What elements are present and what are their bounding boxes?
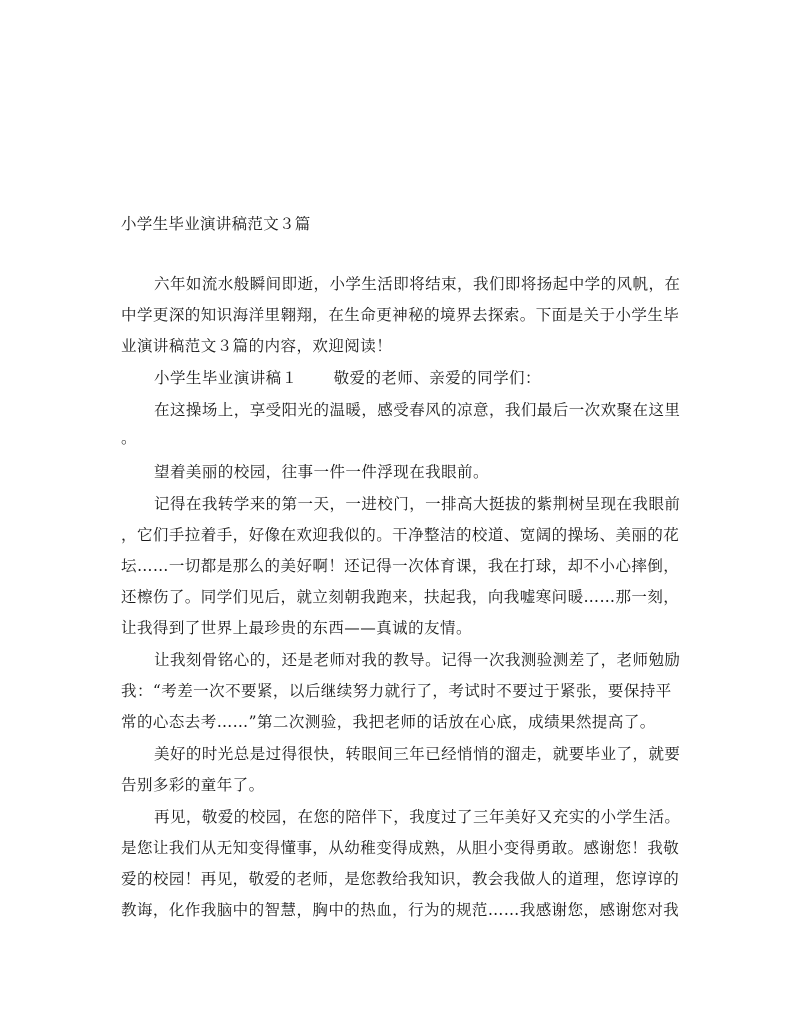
- paragraph-line: 爱的校园！再见，敬爱的老师，是您教给我知识，教会我做人的道理，您谆谆的: [121, 870, 680, 888]
- paragraph-line: 中学更深的知识海洋里翱翔，在生命更神秘的境界去探索。下面是关于小学生毕: [121, 306, 680, 324]
- paragraph-line: 还檫伤了。同学们见后，就立刻朝我跑来，扶起我，向我嘘寒问暖……那一刻，: [121, 588, 680, 606]
- paragraph-line: 是您让我们从无知变得懂事，从幼稚变得成熟，从胆小变得勇敢。感谢您！我敬: [121, 839, 680, 857]
- paragraph-line: 业演讲稿范文３篇的内容，欢迎阅读！: [121, 337, 393, 355]
- paragraph-line: 在这操场上，享受阳光的温暖，感受春风的凉意，我们最后一次欢聚在这里: [154, 401, 681, 419]
- paragraph-line: 望着美丽的校园，往事一件一件浮现在我眼前。: [154, 463, 489, 481]
- paragraph-line: 让我得到了世界上最珍贵的东西——真诚的友情。: [121, 619, 472, 637]
- paragraph-line: 六年如流水般瞬间即逝，小学生活即将结束，我们即将扬起中学的风帆，在: [154, 275, 681, 293]
- document-title: 小学生毕业演讲稿范文３篇: [121, 215, 311, 233]
- paragraph-line: 告别多彩的童年了。: [121, 776, 265, 794]
- paragraph-line: ，它们手拉着手，好像在欢迎我似的。干净整洁的校道、宽阔的操场、美丽的花: [121, 526, 680, 544]
- salutation: 敬爱的老师、亲爱的同学们：: [333, 369, 541, 387]
- paragraph-line: 。: [121, 429, 137, 447]
- speech-heading: 小学生毕业演讲稿１: [154, 369, 298, 387]
- paragraph-line: 再见，敬爱的校园，在您的陪伴下，我度过了三年美好又充实的小学生活。: [154, 808, 681, 826]
- speech-heading-line: [154, 366, 541, 388]
- paragraph-line: 坛……一切都是那么的美好啊！还记得一次体育课，我在打球，却不小心摔倒，: [121, 557, 680, 575]
- paragraph-line: 让我刻骨铭心的，还是老师对我的教导。记得一次我测验测差了，老师勉励: [154, 651, 681, 669]
- paragraph-line: 教诲，化作我脑中的智慧，胸中的热血，行为的规范……我感谢您，感谢您对我: [121, 901, 680, 919]
- paragraph-line: 我：“考差一次不要紧，以后继续努力就行了，考试时不要过于紧张，要保持平: [121, 682, 672, 700]
- paragraph-line: 美好的时光总是过得很快，转眼间三年已经悄悄的溜走，就要毕业了，就要: [154, 745, 681, 763]
- paragraph-line: 常的心态去考……”第二次测验，我把老师的话放在心底，成绩果然提高了。: [121, 713, 656, 731]
- paragraph-line: 记得在我转学来的第一天，一进校门，一排高大挺拔的紫荆树呈现在我眼前: [154, 495, 681, 513]
